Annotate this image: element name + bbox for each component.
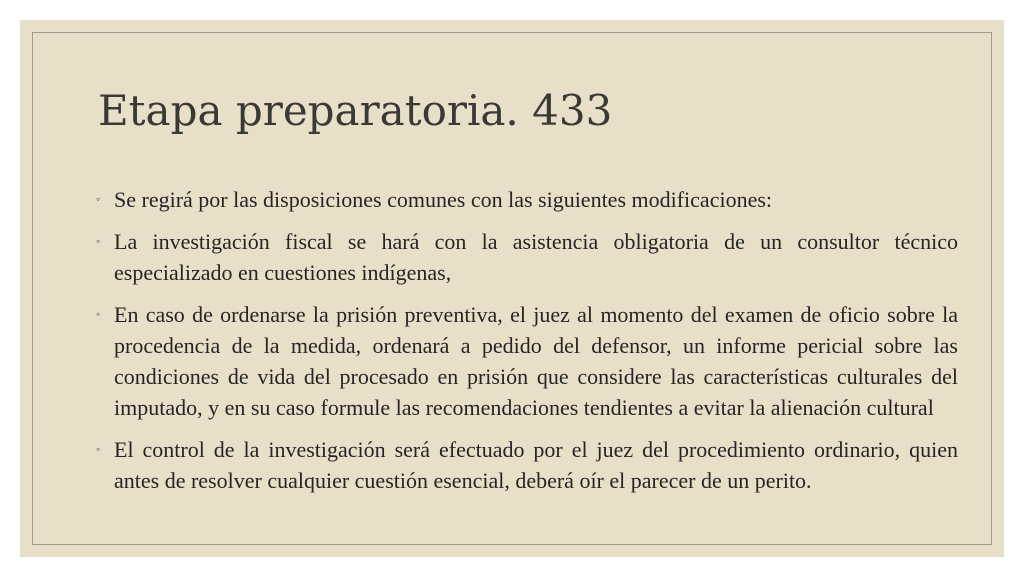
bullet-icon: ◦ <box>96 442 101 456</box>
bullet-icon: ◦ <box>96 192 101 206</box>
bullet-item <box>96 226 958 288</box>
slide-title: Etapa preparatoria. 433 <box>98 86 613 135</box>
bullet-text: En caso de ordenarse la prisión preventiva, el juez al momento del examen de oficio sobre la procedencia de la medida, ordenará a pedido del defensor, un informe pericial sobre las condiciones de vida del procesado en prisión que considere las características culturales del imputado, y en su caso formule las recomendaciones tendientes a evitar la alienación cultural <box>114 302 958 420</box>
bullet-icon: ◦ <box>96 234 101 248</box>
bullet-icon: ◦ <box>96 307 101 321</box>
bullet-text: El control de la investigación será efectuado por el juez del procedimiento ordinario, quien antes de resolver cualquier cuestión esencial, deberá oír el parecer de un perito. <box>114 437 958 493</box>
bullet-list <box>96 184 958 507</box>
bullet-text: La investigación fiscal se hará con la asistencia obligatoria de un consultor técnico especializado en cuestiones indígenas, <box>114 229 958 285</box>
bullet-item <box>96 184 958 215</box>
slide <box>20 20 1004 557</box>
bullet-text: Se regirá por las disposiciones comunes con las siguientes modificaciones: <box>114 187 773 212</box>
bullet-item <box>96 434 958 496</box>
bullet-item <box>96 299 958 423</box>
